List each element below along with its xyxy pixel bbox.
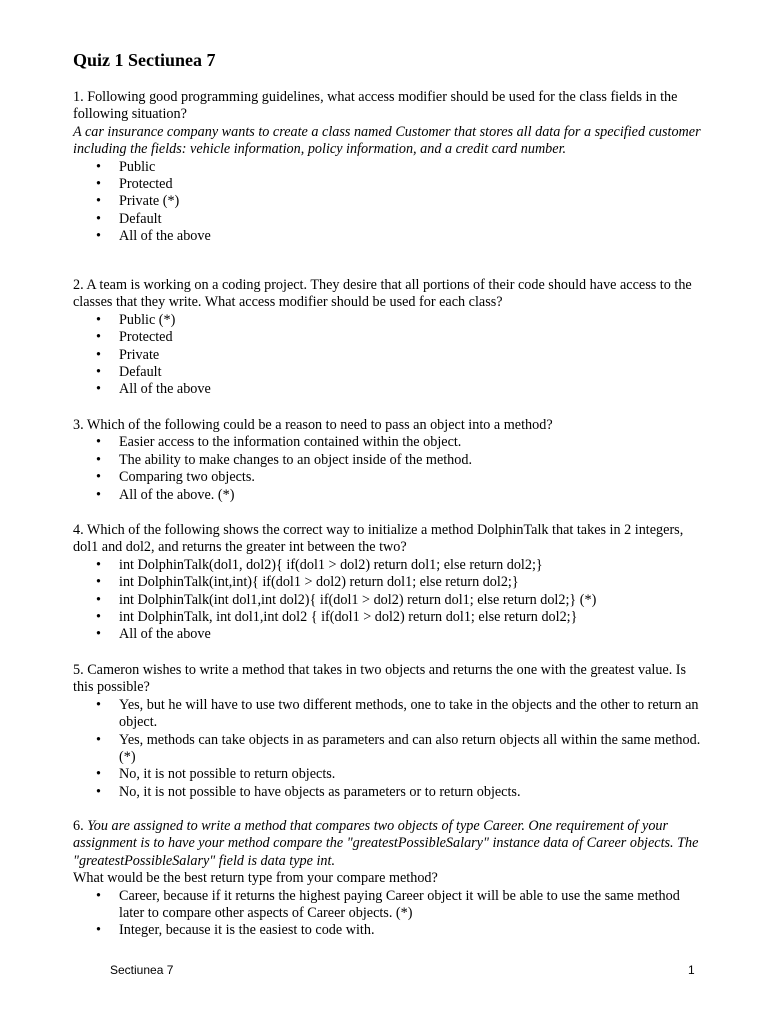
question-6: [73, 818, 703, 940]
option-list: [73, 434, 703, 504]
option: • int DolphinTalk(int dol1,int dol2){ if(dol1 > dol2) return dol1; else return dol2;} (*): [73, 592, 703, 609]
question-3: [73, 417, 703, 504]
option: • Easier access to the information contained within the object.: [73, 434, 703, 451]
question-stem: What would be the best return type from your compare method?: [73, 870, 438, 887]
option: • Default: [73, 364, 703, 381]
question-4: [73, 522, 703, 644]
question-stem: 4. Which of the following shows the correct way to initialize a method DolphinTalk that takes in 2 integers, dol1 and dol2, and returns the greater int between the two?: [73, 522, 684, 556]
option: • Public (*): [73, 312, 703, 329]
option: • Yes, but he will have to use two different methods, one to take in the objects and the other to return an object.: [73, 697, 703, 732]
option: • Private (*): [73, 193, 703, 210]
question-number: 6.: [73, 818, 84, 834]
option: • All of the above: [73, 381, 703, 398]
page-number: 1: [688, 963, 695, 977]
question-stem: 1. Following good programming guidelines, what access modifier should be used for the class fields in the following situation?: [73, 89, 678, 123]
option: • The ability to make changes to an object inside of the method.: [73, 452, 703, 469]
option: • No, it is not possible to return objects.: [73, 766, 703, 783]
option-list: [73, 159, 703, 246]
option: • Protected: [73, 176, 703, 193]
question-stem: 5. Cameron wishes to write a method that takes in two objects and returns the one with the greatest value. Is this possible?: [73, 662, 687, 696]
option: • Protected: [73, 329, 703, 346]
option: • Public: [73, 159, 703, 176]
option: • No, it is not possible to have objects as parameters or to return objects.: [73, 784, 703, 801]
question-stem: 3. Which of the following could be a reason to need to pass an object into a method?: [73, 417, 553, 433]
page-title: Quiz 1 Sectiunea 7: [73, 50, 216, 70]
question-2: [73, 277, 703, 399]
question-scenario-line: [73, 818, 703, 870]
footer-section: Sectiunea 7: [110, 963, 174, 977]
option: • Yes, methods can take objects in as parameters and can also return objects all within the same method. (*): [73, 732, 703, 767]
option: • Default: [73, 211, 703, 228]
option: • Integer, because it is the easiest to code with.: [73, 922, 703, 939]
option: • Career, because if it returns the highest paying Career object it will be able to use the same method later to compare other aspects of Career objects. (*): [73, 888, 703, 923]
option: • All of the above. (*): [73, 487, 703, 504]
option: • int DolphinTalk, int dol1,int dol2 { if(dol1 > dol2) return dol1; else return dol2;}: [73, 609, 703, 626]
option-list: [73, 697, 703, 801]
question-5: [73, 662, 703, 801]
option-list: [73, 312, 703, 399]
option: • Private: [73, 347, 703, 364]
option-list: [73, 557, 703, 644]
question-scenario: You are assigned to write a method that compares two objects of type Career. One requirement of your assignment is to have your method compare the "greatestPossibleSalary" instance data of Career objects. The "greatestPossibleSalary" field is data type int.: [73, 818, 699, 869]
option: • int DolphinTalk(dol1, dol2){ if(dol1 > dol2) return dol1; else return dol2;}: [73, 557, 703, 574]
option: • int DolphinTalk(int,int){ if(dol1 > dol2) return dol1; else return dol2;}: [73, 574, 703, 591]
option: • Comparing two objects.: [73, 469, 703, 486]
question-scenario: A car insurance company wants to create a class named Customer that stores all data for a specified customer including the fields: vehicle information, policy information, and a credit card number.: [73, 123, 701, 158]
question-1: [73, 89, 703, 246]
option: • All of the above: [73, 626, 703, 643]
option: • All of the above: [73, 228, 703, 245]
question-stem: 2. A team is working on a coding project. They desire that all portions of their code should have access to the classes that they write. What access modifier should be used for each class?: [73, 277, 692, 311]
option-list: [73, 888, 703, 940]
